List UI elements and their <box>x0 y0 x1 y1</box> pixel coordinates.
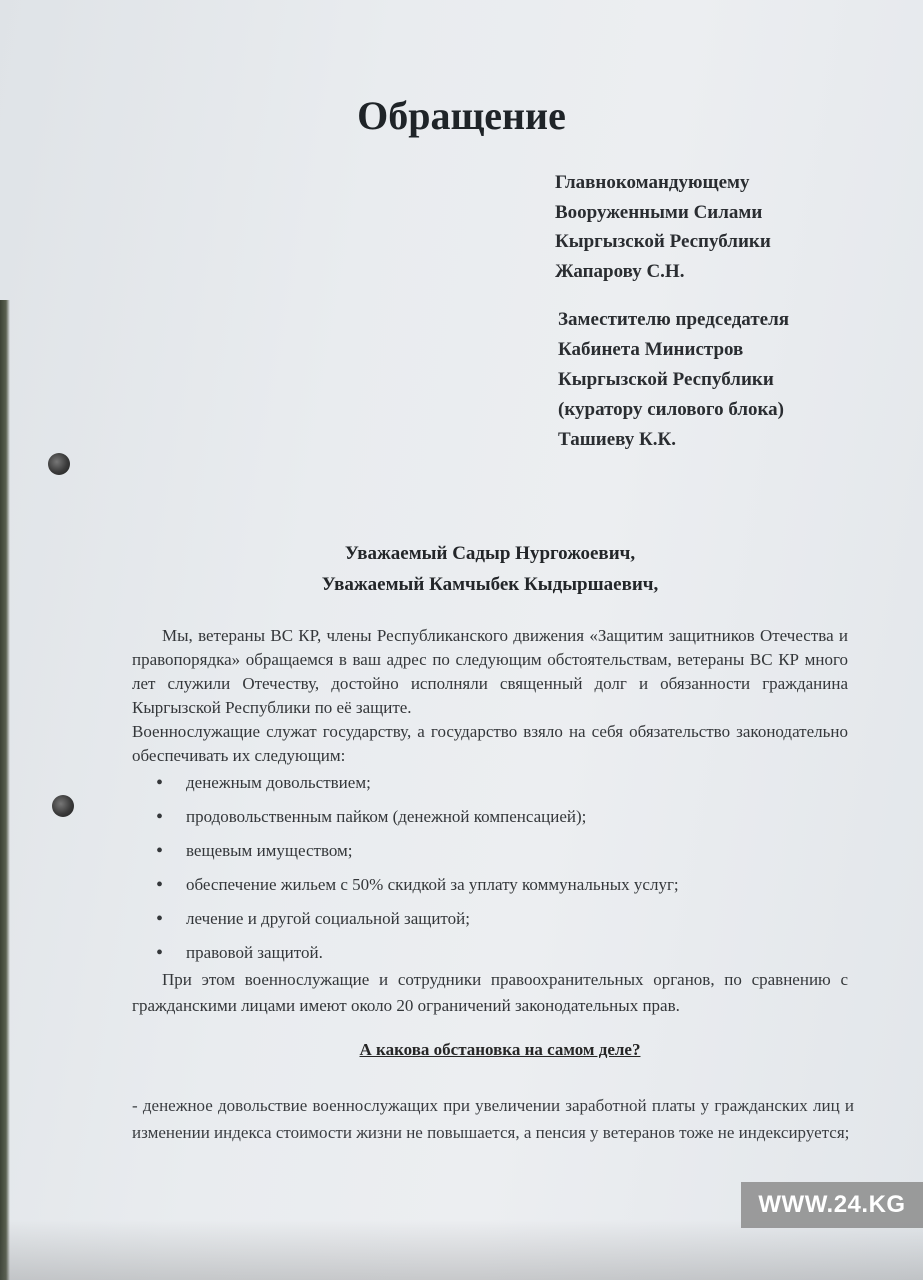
addressee-line: Кабинета Министров <box>558 339 744 360</box>
salutation-line: Уважаемый Камчыбек Кыдыршаевич, <box>321 574 659 595</box>
salutation-line: Уважаемый Садыр Нургожоевич, <box>344 543 636 564</box>
addressee-president <box>555 168 771 286</box>
addressee-line: Вооруженными Силами <box>555 201 763 223</box>
addressee-line: Жапарову С.Н. <box>555 260 685 282</box>
body-text <box>132 624 848 768</box>
addressee-line: Главнокомандующему <box>555 172 750 193</box>
section-heading: А какова обстановка на самом деле? <box>359 1040 641 1059</box>
addressee-line: Заместителю председателя <box>558 309 790 330</box>
list-item: • обеспечение жильем с 50% скидкой за уплату коммунальных услуг; <box>152 868 679 902</box>
bottom-shadow <box>0 1220 923 1280</box>
list-item: • правовой защитой. <box>152 936 679 970</box>
list-item: • вещевым имуществом; <box>152 834 679 868</box>
restrictions-text <box>132 967 848 1019</box>
obligations-list <box>152 766 679 970</box>
list-item: • продовольственным пайком (денежной компенсацией); <box>152 800 679 834</box>
page-edge-shadow <box>0 300 10 1280</box>
salutation <box>0 538 923 600</box>
addressee-line: Кыргызской Республики <box>558 369 774 390</box>
punch-hole-bottom <box>52 795 74 817</box>
addressee-line: Ташиеву К.К. <box>558 429 677 450</box>
intro-paragraph: Мы, ветераны ВС КР, члены Республиканского движения «Защитим защитников Отечества и правопорядка» обращаемся в ваш адрес по следующим обстоятельствам, ветераны ВС КР много лет служили Отечеству, достойно исполняли священный долг и обязанности гражданина Кыргызской Республики по её защите. <box>132 626 848 717</box>
allowance-paragraph: - денежное довольствие военнослужащих при увеличении заработной платы у гражданских лиц и изменении индекса стоимости жизни не повышается, а пенсия у ветеранов тоже не индексируется; <box>132 1096 854 1142</box>
punch-hole-top <box>48 453 70 475</box>
addressee-deputy <box>558 305 789 455</box>
list-item: • денежным довольствием; <box>152 766 679 800</box>
document-title: Обращение <box>357 93 566 138</box>
addressee-line: Кыргызской Республики <box>555 231 771 252</box>
list-item: • лечение и другой социальной защитой; <box>152 902 679 936</box>
addressee-line: (куратору силового блока) <box>558 399 785 420</box>
restrictions-paragraph: При этом военнослужащие и сотрудники правоохранительных органов, по сравнению с гражданскими лицами имеют около 20 ограничений законодательных прав. <box>132 970 848 1015</box>
site-watermark: WWW.24.KG <box>741 1182 923 1228</box>
obligation-paragraph: Военнослужащие служат государству, а государство взяло на себя обязательство законодательно обеспечивать их следующим: <box>132 722 848 765</box>
